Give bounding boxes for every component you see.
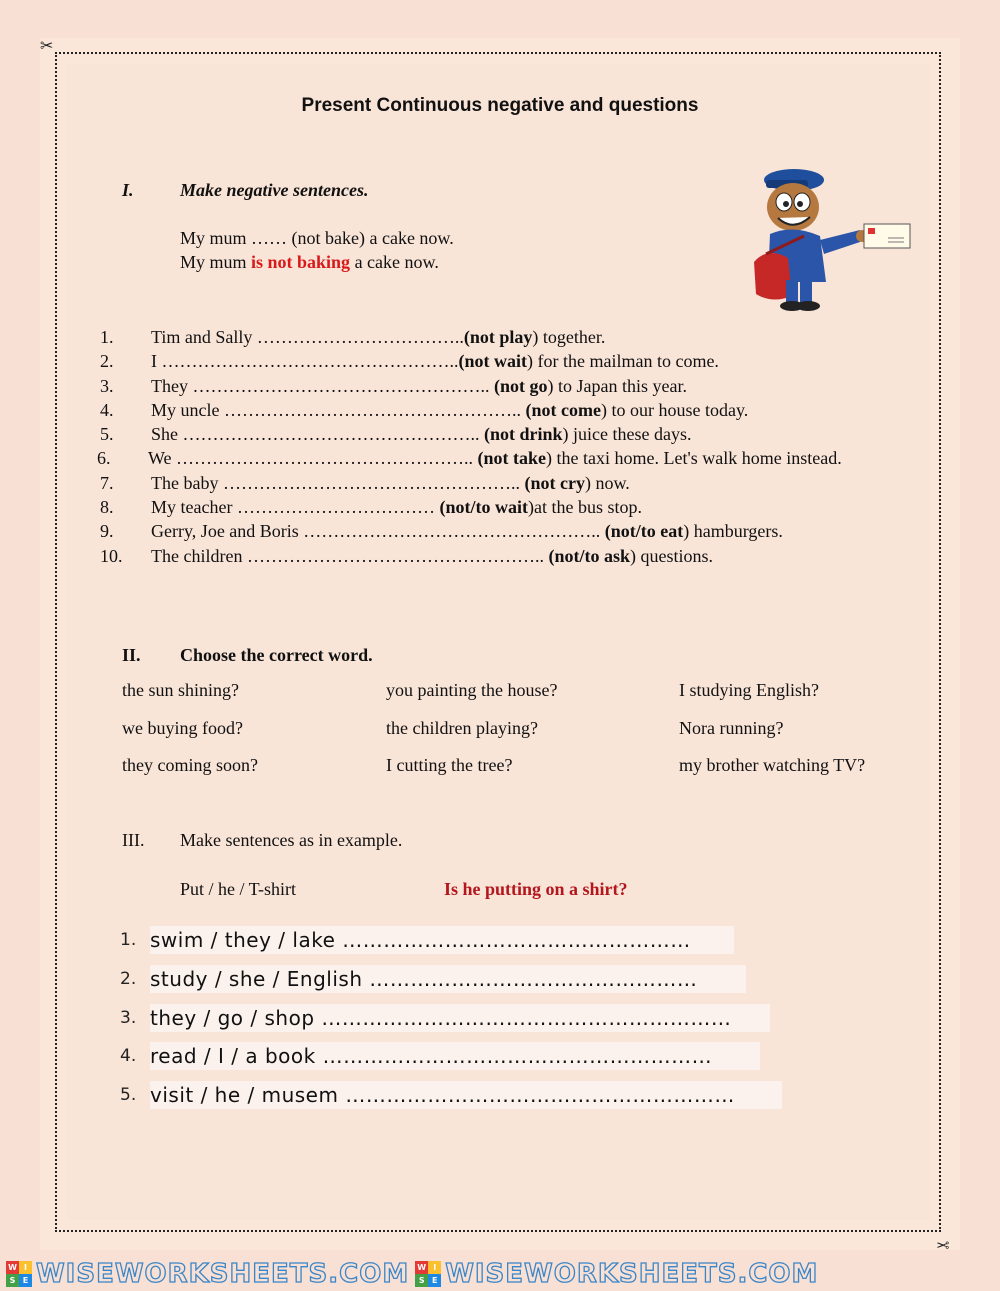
item-text: ) to our house today. [600,399,749,420]
item-text: My uncle ………………………………………….. [151,399,526,420]
item-text: They ………………………………………….. [151,375,494,396]
item-number: 1. [100,327,114,347]
item-hint: (not wait [458,351,527,372]
grid-cell: you painting the house? [386,680,558,700]
list-item [120,925,734,955]
brand-text: WISEWORKSHEETS.COM [445,1258,819,1289]
section-3-example-answer: Is he putting on a shirt? [444,879,628,899]
logo-letter: S [6,1274,19,1287]
grid-cell: I cutting the tree? [386,755,513,775]
list-item [100,471,860,495]
item-number: 3. [100,375,114,396]
section-3-heading: Make sentences as in example. [180,830,403,850]
item-number: 6. [97,448,111,469]
item-text: I ………………………………………….. [151,351,459,372]
logo-letter: W [415,1261,428,1274]
item-text: ) now. [584,472,630,493]
section-1-heading: Make negative sentences. [180,180,369,200]
grid-cell: the sun shining? [122,680,239,700]
logo-letter: W [6,1261,19,1274]
page-title: Present Continuous negative and questions [301,95,699,116]
item-text: She ………………………………………….. [151,424,484,445]
item-text: ) to Japan this year. [547,375,687,396]
section-2-heading: Choose the correct word. [180,645,373,665]
item-text: My teacher …………………………… [151,497,440,518]
logo-letter: E [19,1274,32,1287]
item-hint: (not take [477,448,547,469]
item-hint: (not/to eat [604,521,684,542]
list-item [120,1003,770,1033]
list-item [100,325,860,349]
grid-cell: we buying food? [122,718,243,738]
scissors-icon: ✂ [936,1236,950,1255]
item-number: 5. [120,1085,137,1105]
grid-cell: Nora running? [679,718,784,738]
item-hint: (not/to ask [548,545,630,566]
list-item [120,1080,782,1110]
logo-letter: S [415,1274,428,1287]
item-hint: (not/to wait [439,497,528,518]
item-hint: (not play [463,327,533,347]
list-item [97,446,849,470]
item-number: 4. [100,399,114,420]
item-number: 1. [120,930,137,950]
brand-text: WISEWORKSHEETS.COM [36,1258,410,1289]
wiseworksheets-logo-icon [415,1261,441,1287]
list-item [100,495,860,519]
example-text: a cake now. [350,252,439,272]
answer-line[interactable]: swim / they / lake …………………………………………… [150,926,734,954]
item-text: Tim and Sally …………………………….. [151,327,464,347]
logo-letter: E [428,1274,441,1287]
item-hint: (not go [493,375,548,396]
answer-line[interactable]: read / I / a book ………………………………………………… [150,1042,760,1070]
logo-letter: I [19,1261,32,1274]
list-item [100,349,860,373]
item-number: 7. [100,472,114,493]
item-text: ) questions. [629,545,713,566]
grid-cell: I studying English? [679,680,819,700]
list-item [120,1041,760,1071]
item-text: The baby ………………………………………….. [151,472,525,493]
item-text: ) the taxi home. Let's walk home instead. [546,448,842,469]
item-text: Gerry, Joe and Boris ………………………………………….. [151,521,605,542]
item-number: 10. [100,545,123,566]
wiseworksheets-logo-icon [6,1261,32,1287]
footer-branding [0,1256,1000,1291]
item-number: 8. [100,497,114,518]
logo-letter: I [428,1261,441,1274]
item-text: ) for the mailman to come. [527,351,719,372]
grid-cell: they coming soon? [122,755,258,775]
answer-line[interactable]: visit / he / musem ………………………………………………… [150,1081,782,1109]
list-item [100,374,860,398]
item-hint: (not drink [484,424,563,445]
section-1-number: I. [122,180,134,200]
item-number: 5. [100,424,114,445]
list-item [100,519,860,543]
mailman-illustration [748,162,914,312]
list-item [100,398,860,422]
item-text: ) together. [532,327,606,347]
grid-cell: my brother watching TV? [679,755,866,775]
item-hint: (not come [525,399,601,420]
example-answer-line [180,252,439,273]
item-number: 9. [100,521,114,542]
negative-sentences-list [97,325,860,568]
item-text: The children ………………………………………….. [151,545,549,566]
item-text: ) hamburgers. [683,521,783,542]
list-item [100,544,860,568]
item-number: 2. [100,351,114,372]
scissors-icon: ✂ [40,36,54,55]
answer-line[interactable]: they / go / shop …………………………………………………… [150,1004,770,1032]
answer-line[interactable]: study / she / English ………………………………………… [150,965,746,993]
brand-logo-group[interactable] [6,1259,409,1289]
item-hint: (not cry [524,472,585,493]
item-text: ) juice these days. [562,424,692,445]
brand-logo-group[interactable] [415,1259,818,1289]
example-answer: is not baking [251,252,351,272]
section-2-number: II. [122,645,141,665]
item-number: 3. [120,1008,137,1028]
list-item [100,422,860,446]
item-text: We ………………………………………….. [148,448,478,469]
item-number: 4. [120,1046,137,1066]
item-text: )at the bus stop. [527,497,642,518]
section-3-number: III. [122,830,145,850]
example-question: My mum …… (not bake) a cake now. [180,228,454,248]
grid-cell: the children playing? [386,718,538,738]
item-number: 2. [120,969,137,989]
list-item [120,964,746,994]
example-text: My mum [180,252,252,272]
section-3-example-prompt: Put / he / T-shirt [180,879,297,899]
